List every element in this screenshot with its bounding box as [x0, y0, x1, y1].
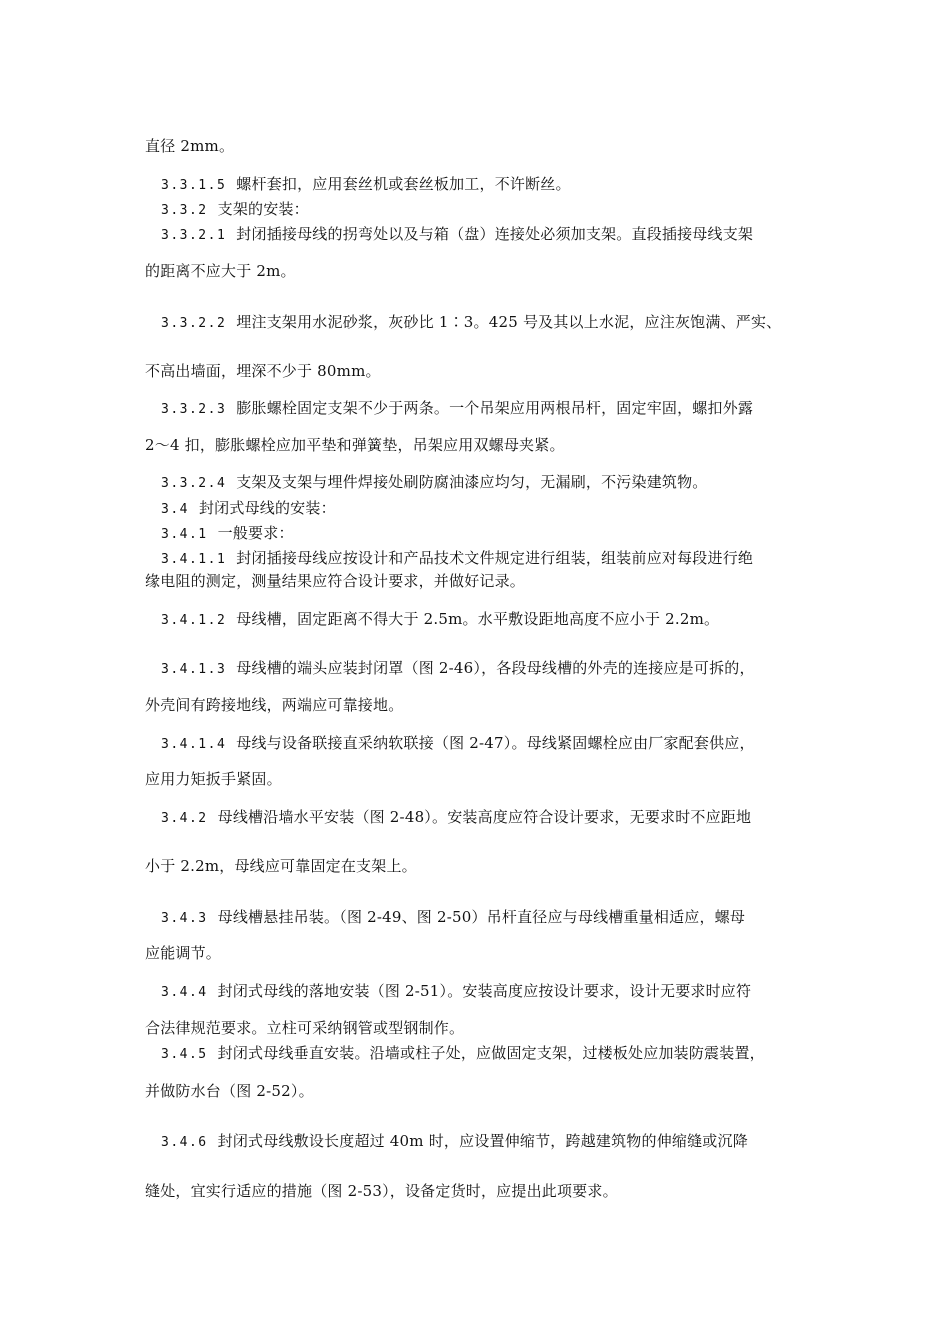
- text-line: [145, 472, 708, 494]
- clause-number: 3.4.1.2: [161, 613, 227, 628]
- text-line: [145, 981, 751, 1003]
- clause-number: 3.4: [161, 502, 189, 517]
- text-line: [145, 498, 336, 520]
- clause-number: 3.4.1: [161, 527, 208, 542]
- text-line: [145, 658, 755, 680]
- clause-text: 母线槽的端头应装封闭罩（图 2-46），各段母线槽的外壳的连接应是可拆的，: [236, 659, 755, 677]
- text-line: [145, 769, 282, 789]
- text-line: [145, 548, 753, 570]
- clause-number: 3.4.1.4: [161, 737, 227, 752]
- text-line: [145, 943, 221, 963]
- text-line: [145, 1081, 314, 1101]
- clause-text: 应用力矩扳手紧固。: [145, 770, 282, 788]
- text-line: [145, 261, 296, 281]
- clause-text: 缝处，宜实行适应的措施（图 2-53），设备定货时，应提出此项要求。: [145, 1182, 618, 1200]
- clause-text: 封闭式母线的安装：: [198, 499, 336, 517]
- clause-text: 不高出墙面，埋深不少于 80mm。: [145, 362, 381, 380]
- clause-text: 螺杆套扣，应用套丝机或套丝板加工，不许断丝。: [236, 175, 571, 193]
- clause-text: 封闭插接母线的拐弯处以及与箱（盘）连接处必须加支架。直段插接母线支架: [236, 225, 754, 243]
- text-line: [145, 1043, 765, 1065]
- text-line: [145, 609, 719, 631]
- clause-text: 封闭式母线垂直安装。沿墙或柱子处，应做固定支架，过楼板处应加装防震装置，: [217, 1044, 765, 1062]
- text-line: [145, 807, 751, 829]
- text-line: [145, 136, 234, 156]
- clause-number: 3.4.5: [161, 1047, 208, 1062]
- clause-text: 支架及支架与埋件焊接处刷防腐油漆应均匀，无漏刷，不污染建筑物。: [236, 473, 708, 491]
- clause-text: 母线与设备联接直采纳软联接（图 2-47）。母线紧固螺栓应由厂家配套供应，: [236, 734, 755, 752]
- clause-text: 一般要求：: [217, 524, 294, 542]
- clause-number: 3.3.2.3: [161, 402, 227, 417]
- text-line: [145, 435, 565, 455]
- clause-text: 直径 2mm。: [145, 137, 235, 155]
- clause-text: 外壳间有跨接地线，两端应可靠接地。: [145, 696, 404, 714]
- clause-text: 封闭式母线的落地安装（图 2-51）。安装高度应按设计要求，设计无要求时应符: [217, 982, 752, 1000]
- clause-number: 3.3.1.5: [161, 178, 227, 193]
- clause-number: 3.4.6: [161, 1135, 208, 1150]
- clause-number: 3.4.1.1: [161, 552, 227, 567]
- clause-text: 支架的安装：: [217, 200, 309, 218]
- clause-text: 并做防水台（图 2-52）。: [145, 1082, 314, 1100]
- clause-text: 缘电阻的测定，测量结果应符合设计要求，并做好记录。: [145, 572, 526, 590]
- clause-text: 膨胀螺栓固定支架不少于两条。一个吊架应用两根吊杆，固定牢固，螺扣外露: [236, 399, 754, 417]
- clause-number: 3.3.2.4: [161, 476, 227, 491]
- clause-number: 3.3.2: [161, 203, 208, 218]
- clause-text: 应能调节。: [145, 944, 222, 962]
- text-line: [145, 523, 294, 545]
- clause-number: 3.3.2.1: [161, 228, 227, 243]
- clause-number: 3.4.2: [161, 811, 208, 826]
- text-line: [145, 907, 745, 929]
- clause-number: 3.4.3: [161, 911, 208, 926]
- clause-text: 的距离不应大于 2m。: [145, 262, 296, 280]
- clause-number: 3.3.2.2: [161, 316, 227, 331]
- clause-text: 小于 2.2m，母线应可靠固定在支架上。: [145, 857, 417, 875]
- text-line: [145, 733, 755, 755]
- text-line: [145, 695, 403, 715]
- text-line: [145, 361, 381, 381]
- text-line: [145, 1018, 464, 1038]
- clause-text: 母线槽悬挂吊装。（图 2-49、图 2-50）吊杆直径应与母线槽重量相适应，螺母: [217, 908, 746, 926]
- text-line: [145, 174, 571, 196]
- text-line: [145, 224, 753, 246]
- clause-number: 3.4.4: [161, 985, 208, 1000]
- clause-text: 母线槽，固定距离不得大于 2.5m。水平敷设距地高度不应小于 2.2m。: [236, 610, 720, 628]
- text-line: [145, 398, 753, 420]
- text-line: [145, 1181, 618, 1201]
- text-line: [145, 312, 781, 334]
- clause-text: 母线槽沿墙水平安装（图 2-48）。安装高度应符合设计要求，无要求时不应距地: [217, 808, 752, 826]
- text-line: [145, 571, 525, 591]
- clause-text: 合法律规范要求。立柱可采纳钢管或型钢制作。: [145, 1019, 465, 1037]
- clause-text: 2～4 扣，膨胀螺栓应加平垫和弹簧垫，吊架应用双螺母夹紧。: [145, 436, 565, 454]
- text-line: [145, 1131, 748, 1153]
- clause-text: 埋注支架用水泥砂浆，灰砂比 1∶3。425 号及其以上水泥，应注灰饱满、严实、: [236, 313, 782, 331]
- clause-number: 3.4.1.3: [161, 662, 227, 677]
- clause-text: 封闭插接母线应按设计和产品技术文件规定进行组装，组装前应对每段进行绝: [236, 549, 754, 567]
- text-line: [145, 199, 309, 221]
- text-line: [145, 856, 417, 876]
- clause-text: 封闭式母线敷设长度超过 40m 时，应设置伸缩节，跨越建筑物的伸缩缝或沉降: [217, 1132, 748, 1150]
